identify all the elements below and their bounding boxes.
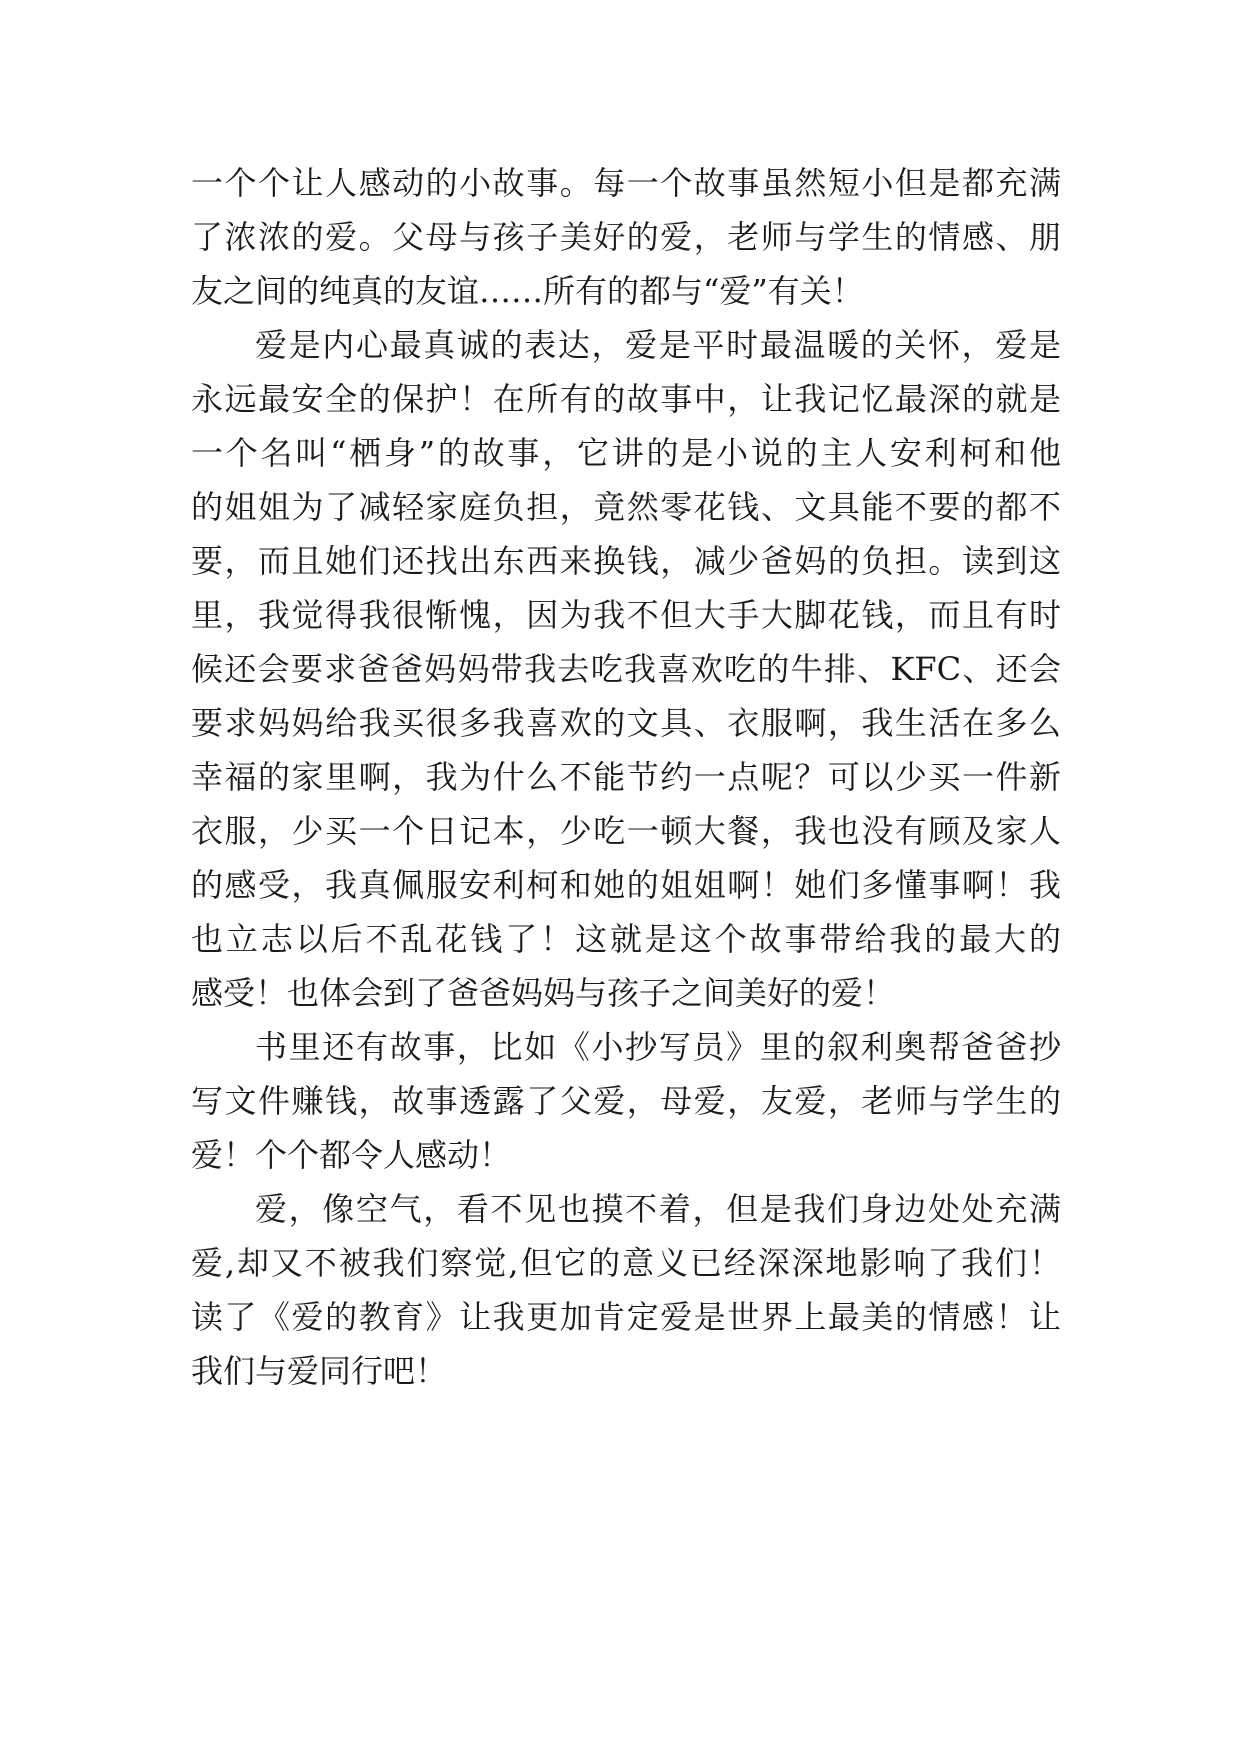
text-line: 爱！个个都令人感动！ <box>191 1136 512 1174</box>
text-line: 一个名叫“栖身”的故事，它讲的是小说的主人安利柯和他 <box>191 434 1061 472</box>
text-line: 永远最安全的保护！在所有的故事中，让我记忆最深的就是 <box>191 380 1061 418</box>
text-line: 我们与爱同行吧！ <box>191 1352 448 1390</box>
text-line: 友之间的纯真的友谊……所有的都与“爱”有关！ <box>191 272 864 310</box>
text-line: 的姐姐为了减轻家庭负担，竟然零花钱、文具能不要的都不 <box>191 488 1061 526</box>
text-line: 爱，像空气，看不见也摸不着，但是我们身边处处充满 <box>255 1190 1061 1228</box>
text-line: 书里还有故事，比如《小抄写员》里的叙利奥帮爸爸抄 <box>255 1028 1061 1066</box>
text-line: 爱,却又不被我们察觉,但它的意义已经深深地影响了我们！ <box>191 1244 1061 1282</box>
text-line: 幸福的家里啊，我为什么不能节约一点呢？可以少买一件新 <box>191 758 1061 796</box>
text-line: 也立志以后不乱花钱了！这就是这个故事带给我的最大的 <box>191 920 1061 958</box>
text-line: 爱是内心最真诚的表达，爱是平时最温暖的关怀，爱是 <box>255 326 1061 364</box>
text-line: 了浓浓的爱。父母与孩子美好的爱，老师与学生的情感、朋 <box>191 218 1061 256</box>
text-line: 里，我觉得我很惭愧，因为我不但大手大脚花钱，而且有时 <box>191 596 1061 634</box>
essay-body <box>191 156 1061 1398</box>
text-line: 要，而且她们还找出东西来换钱，减少爸妈的负担。读到这 <box>191 542 1061 580</box>
text-line: 一个个让人感动的小故事。每一个故事虽然短小但是都充满 <box>191 164 1061 202</box>
text-line: 的感受，我真佩服安利柯和她的姐姐啊！她们多懂事啊！我 <box>191 866 1061 904</box>
text-line: 感受！也体会到了爸爸妈妈与孩子之间美好的爱！ <box>191 974 896 1012</box>
text-line: 衣服，少买一个日记本，少吃一顿大餐，我也没有顾及家人 <box>191 812 1061 850</box>
text-line: 候还会要求爸爸妈妈带我去吃我喜欢吃的牛排、KFC、还会 <box>191 650 1061 688</box>
text-line: 读了《爱的教育》让我更加肯定爱是世界上最美的情感！让 <box>191 1298 1061 1336</box>
text-line: 要求妈妈给我买很多我喜欢的文具、衣服啊，我生活在多么 <box>191 704 1061 742</box>
text-line: 写文件赚钱，故事透露了父爱，母爱，友爱，老师与学生的 <box>191 1082 1061 1120</box>
